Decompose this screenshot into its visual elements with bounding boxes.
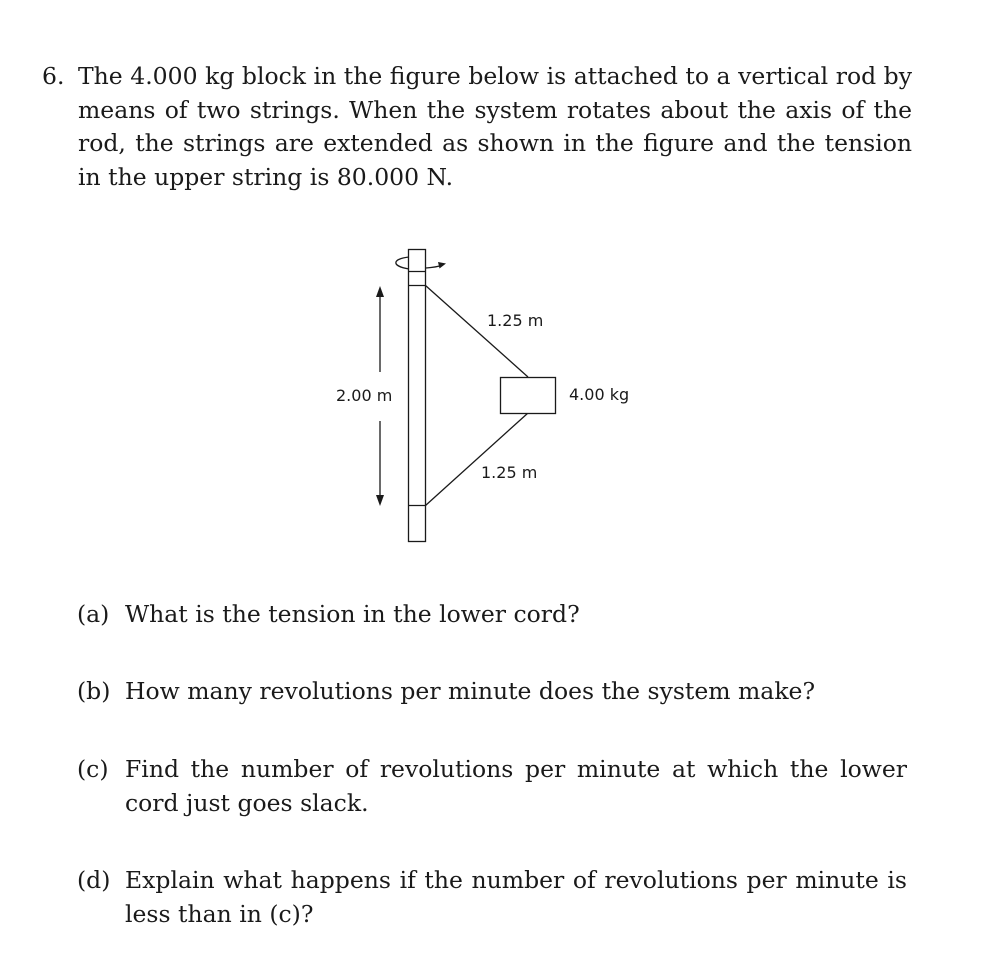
part-b-text: How many revolutions per minute does the system make? bbox=[125, 677, 816, 705]
vertical-rod bbox=[409, 250, 426, 542]
part-b bbox=[77, 675, 907, 709]
part-c-label: (c) bbox=[77, 755, 109, 783]
height-label: 2.00 m bbox=[336, 386, 393, 405]
upper-string bbox=[426, 286, 529, 378]
problem-text: The 4.000 kg block in the figure below is attached to a vertical rod by means of two strings. When the system rotates about the axis of the rod, the strings are extended as shown in the figure and the tension in the upper string is 80.000 N. bbox=[78, 62, 912, 191]
upper-string-length-label: 1.25 m bbox=[487, 311, 544, 330]
lower-string-length-label: 1.25 m bbox=[481, 463, 538, 482]
part-a-text: What is the tension in the lower cord? bbox=[125, 600, 580, 628]
mass-label: 4.00 kg bbox=[569, 385, 630, 404]
part-d-text: Explain what happens if the number of revolutions per minute is less than in (c)? bbox=[125, 866, 907, 928]
block bbox=[501, 378, 556, 414]
lower-string bbox=[426, 413, 529, 506]
problem-number: 6. bbox=[42, 62, 65, 90]
part-d-label: (d) bbox=[77, 866, 111, 894]
part-c-text: Find the number of revolutions per minute at which the lower cord just goes slack. bbox=[125, 755, 907, 817]
part-a-label: (a) bbox=[77, 600, 110, 628]
part-d bbox=[77, 864, 907, 931]
part-b-label: (b) bbox=[77, 677, 111, 705]
part-c bbox=[77, 753, 907, 820]
part-a bbox=[77, 598, 907, 632]
